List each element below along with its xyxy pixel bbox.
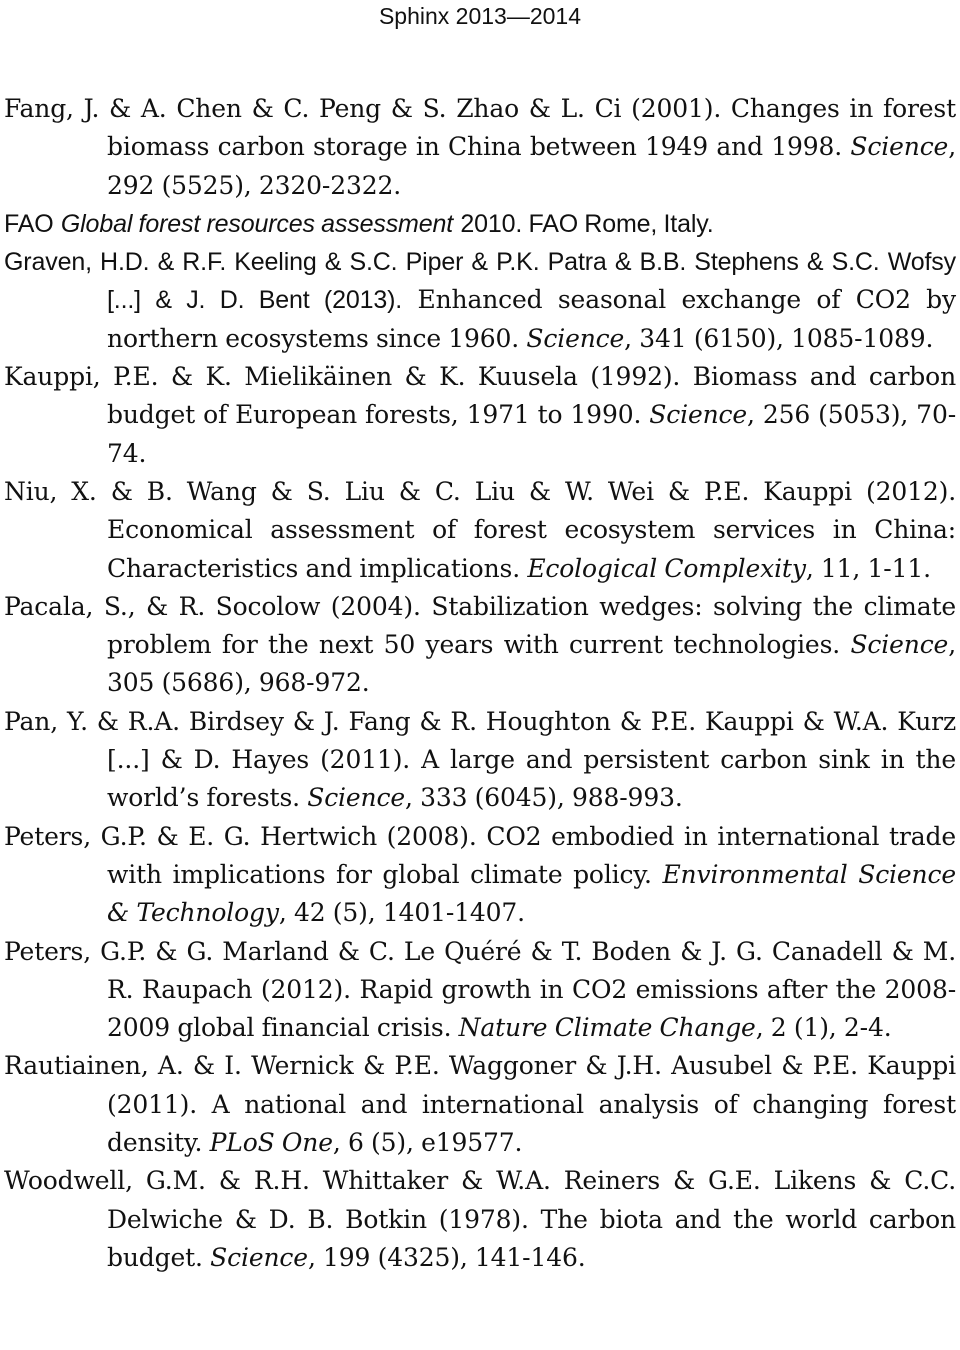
reference-item: [4, 818, 956, 933]
reference-item: [4, 473, 956, 588]
reference-title: The biota and the world carbon budget.: [107, 1204, 956, 1272]
reference-title: Rapid growth in CO2 emissions after the 2008-2009 global financial crisis.: [107, 974, 956, 1043]
reference-journal: PLoS One: [209, 1128, 333, 1158]
reference-title: Economical assessment of forest ecosystem services in China: Characteristics and implications.: [107, 515, 956, 583]
reference-item: [4, 588, 956, 703]
reference-authors: Graven, H.D. & R.F. Keeling & S.C. Piper & P.K. Patra & B.B. Stephens & S.C. Wofsy [...] & J. D. Bent (2013).: [4, 248, 956, 315]
reference-title: Enhanced seasonal exchange of CO2 by northern ecosystems since 1960.: [107, 285, 957, 353]
reference-authors: Kauppi, P.E. & K. Mielikäinen & K. Kuusela (1992).: [4, 362, 681, 392]
reference-title: A national and international analysis of changing forest density.: [107, 1089, 957, 1158]
reference-item: [4, 933, 956, 1048]
reference-journal: Science: [526, 323, 625, 353]
reference-journal: Science: [210, 1242, 308, 1272]
reference-details: , 333 (6045), 988-993.: [405, 783, 683, 813]
page-header: [0, 0, 960, 43]
reference-journal: Ecological Complexity: [527, 553, 806, 583]
reference-title: Global forest resources assessment: [60, 209, 454, 238]
header-title: Sphinx 2013—2014: [378, 3, 582, 29]
reference-authors: Pan, Y. & R.A. Birdsey & J. Fang & R. Houghton & P.E. Kauppi & W.A. Kurz [...] & D. Hayes (2011).: [4, 706, 956, 775]
reference-details: 2010. FAO Rome, Italy.: [460, 209, 714, 238]
reference-item: [4, 90, 956, 205]
reference-journal: Science: [307, 783, 406, 813]
reference-journal: Science: [850, 630, 949, 660]
reference-item: [4, 243, 956, 358]
reference-journal: Science: [649, 400, 748, 430]
reference-item: [4, 205, 956, 243]
reference-details: , 256 (5053), 70-74.: [107, 400, 956, 468]
reference-item: [4, 1047, 956, 1162]
reference-authors: Peters, G.P. & E. G. Hertwich (2008).: [4, 821, 477, 851]
reference-item: [4, 358, 956, 473]
reference-authors: Fang, J. & A. Chen & C. Peng & S. Zhao & L. Ci (2001).: [4, 94, 722, 123]
reference-details: , 292 (5525), 2320-2322.: [107, 132, 956, 200]
reference-details: , 42 (5), 1401-1407.: [278, 898, 525, 928]
reference-journal: Science: [850, 132, 949, 162]
reference-authors: Rautiainen, A. & I. Wernick & P.E. Waggoner & J.H. Ausubel & P.E. Kauppi (2011).: [4, 1051, 956, 1119]
reference-details: , 11, 1-11.: [805, 553, 931, 583]
reference-journal: Environmental Science & Technology: [107, 859, 956, 928]
reference-journal: Nature Climate Change: [458, 1013, 756, 1043]
reference-authors: Woodwell, G.M. & R.H. Whittaker & W.A. Reiners & G.E. Likens & C.C. Delwiche & D. B. Botkin (1978).: [4, 1166, 956, 1234]
reference-details: , 2 (1), 2-4.: [755, 1013, 892, 1043]
reference-authors: Peters, G.P. & G. Marland & C. Le Quéré & T. Boden & J. G. Canadell & M. R. Raupach (2012).: [4, 936, 956, 1004]
reference-item: [4, 1162, 956, 1277]
reference-item: [4, 703, 956, 818]
reference-title: Biomass and carbon budget of European forests, 1971 to 1990.: [107, 362, 957, 430]
reference-title: CO2 embodied in international trade with implications for global climate policy.: [107, 821, 956, 889]
reference-title: Stabilization wedges: solving the climate problem for the next 50 years with current technologies.: [107, 591, 956, 660]
reference-details: , 305 (5686), 968-972.: [107, 630, 957, 698]
reference-authors: Pacala, S., & R. Socolow (2004).: [4, 591, 421, 621]
reference-authors: Niu, X. & B. Wang & S. Liu & C. Liu & W. Wei & P.E. Kauppi (2012).: [4, 476, 956, 506]
reference-details: , 199 (4325), 141-146.: [307, 1242, 586, 1272]
reference-list: [4, 90, 956, 1277]
reference-authors: FAO: [4, 209, 54, 238]
reference-title: A large and persistent carbon sink in the world’s forests.: [107, 745, 956, 813]
reference-details: , 6 (5), e19577.: [332, 1128, 523, 1158]
reference-details: , 341 (6150), 1085-1089.: [624, 323, 934, 353]
reference-title: Changes in forest biomass carbon storage in China between 1949 and 1998.: [107, 94, 956, 162]
